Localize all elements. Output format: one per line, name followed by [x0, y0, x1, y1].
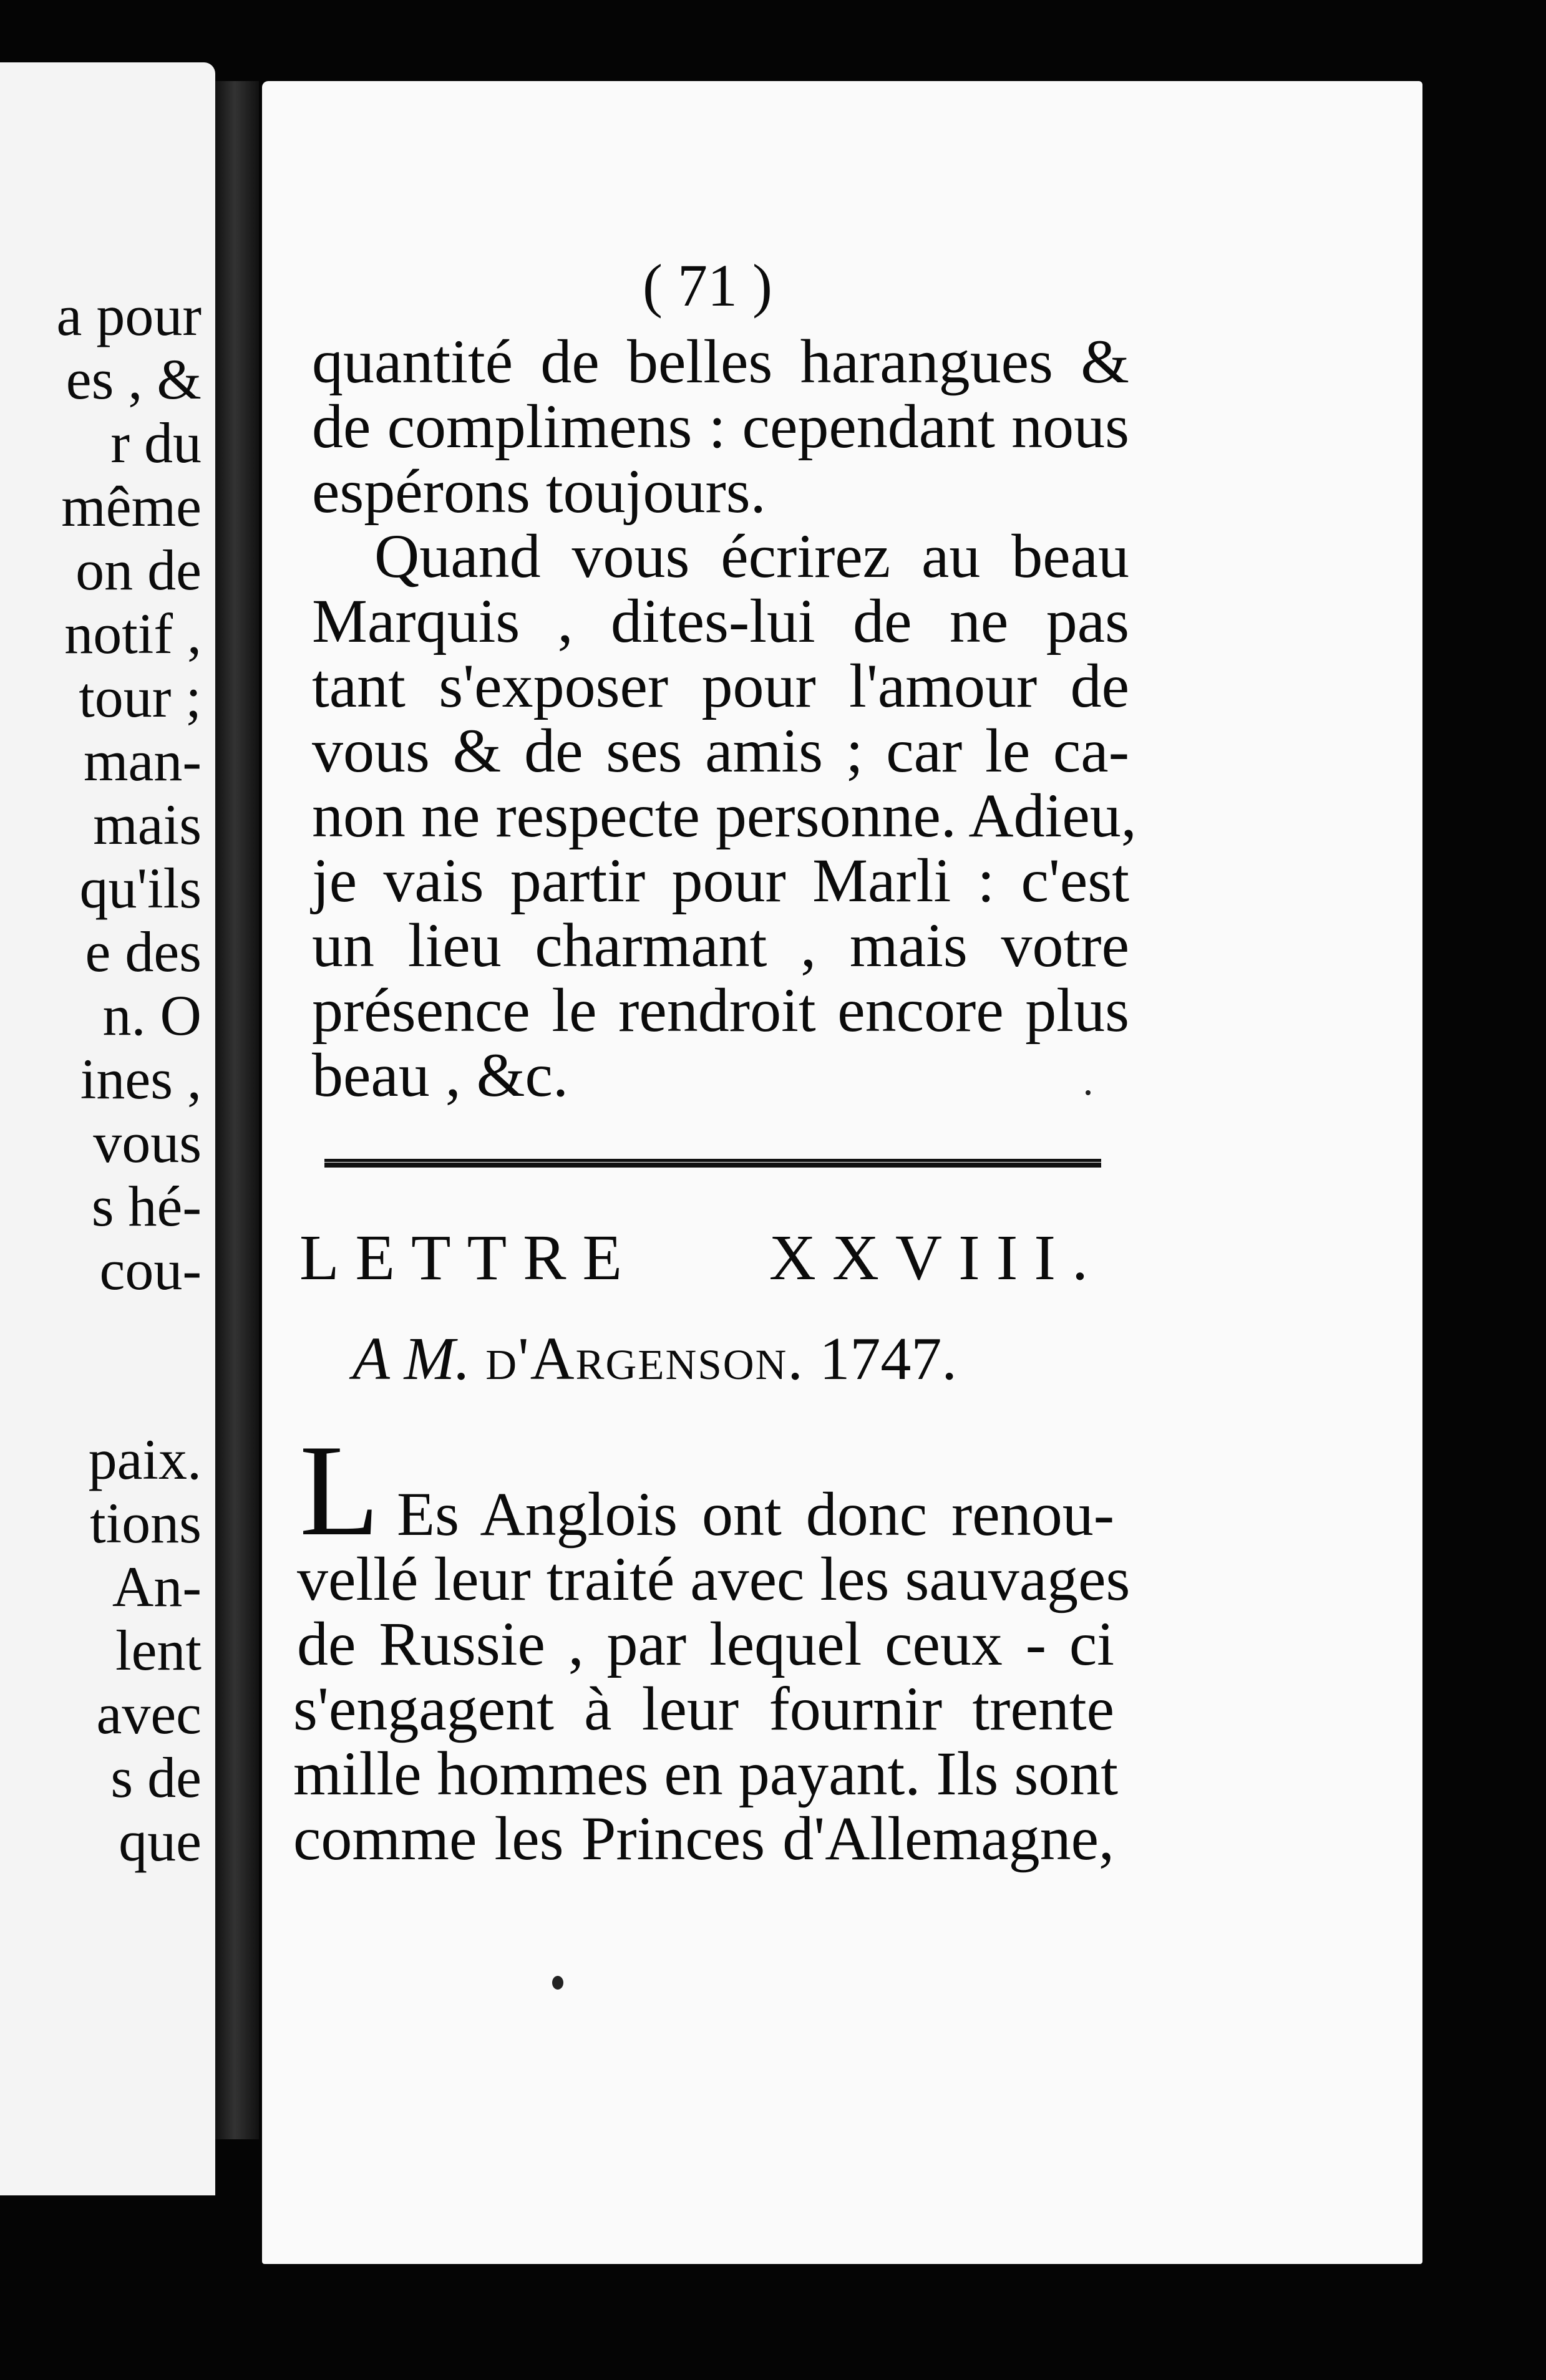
left-page-line: n. O: [102, 984, 202, 1047]
left-page-line: es , &: [66, 347, 202, 411]
text-line: de complimens : cependant nous: [312, 392, 1129, 461]
text-line: Marquis , dites-lui de ne pas: [312, 586, 1129, 655]
left-page-line: cou-: [99, 1238, 202, 1302]
ink-speck: [552, 1976, 563, 1990]
text-line: comme les Princes d'Allemagne,: [293, 1804, 1114, 1873]
left-page-line: r du: [110, 411, 202, 475]
letter-heading: [299, 1222, 1104, 1294]
left-page-line: man-: [83, 729, 202, 793]
left-page-line: qu'ils: [79, 856, 202, 920]
left-page-line: ines ,: [80, 1047, 202, 1111]
left-page-line: même: [61, 475, 202, 538]
text-line: beau , &c.: [312, 1040, 568, 1110]
letter-year: 1747.: [819, 1325, 957, 1393]
text-line: mille hommes en payant. Ils sont: [293, 1739, 1119, 1808]
left-page-line: a pour: [56, 284, 202, 347]
text-line: un lieu charmant , mais votre: [312, 911, 1129, 980]
left-page-line: notif ,: [64, 602, 202, 665]
left-page-line: An-: [112, 1555, 202, 1618]
section-divider-inner: [324, 1163, 1101, 1165]
left-page-line: tour ;: [79, 665, 202, 729]
left-page-line: vous: [93, 1111, 202, 1174]
ink-speck: [1086, 1090, 1091, 1095]
text-line: Es Anglois ont donc renou-: [397, 1479, 1114, 1549]
drop-cap: L: [299, 1418, 380, 1563]
left-page-line: mais: [93, 793, 202, 856]
left-page-line: lent: [115, 1618, 202, 1682]
text-line: vous & de ses amis ; car le ca-: [312, 716, 1129, 785]
text-line: quantité de belles harangues &: [312, 327, 1129, 396]
left-page-line: s de: [110, 1746, 202, 1809]
recipient-prefix: A M.: [352, 1325, 470, 1393]
left-page-line: paix.: [88, 1428, 202, 1491]
letter-recipient: [352, 1325, 957, 1393]
left-page-line: s hé-: [91, 1174, 202, 1238]
text-line: espérons toujours.: [312, 457, 766, 526]
letter-heading-word: LETTRE: [299, 1222, 639, 1294]
text-line: présence le rendroit encore plus: [312, 975, 1129, 1045]
letter-heading-numeral: XXVIII.: [769, 1222, 1104, 1294]
text-line: Quand vous écrirez au beau: [374, 521, 1129, 591]
book-gutter: [215, 81, 259, 2139]
text-line: s'engagent à leur fournir trente: [293, 1674, 1114, 1743]
left-page: [0, 62, 215, 2195]
text-line: je vais partir pour Marli : c'est: [312, 846, 1129, 915]
page-number: ( 71 ): [643, 252, 772, 319]
left-page-line: tions: [90, 1491, 202, 1555]
left-page-line: avec: [96, 1682, 202, 1746]
left-page-line: e des: [85, 920, 202, 984]
left-page-line: que: [119, 1809, 202, 1873]
left-page-line: on de: [75, 538, 202, 602]
recipient-name: d'Argenson.: [485, 1325, 804, 1393]
text-line: vellé leur traité avec les sauvages: [297, 1544, 1130, 1613]
text-line: non ne respecte personne. Adieu,: [312, 781, 1137, 850]
text-line: de Russie , par lequel ceux - ci: [297, 1609, 1114, 1678]
text-line: tant s'exposer pour l'amour de: [312, 651, 1129, 720]
